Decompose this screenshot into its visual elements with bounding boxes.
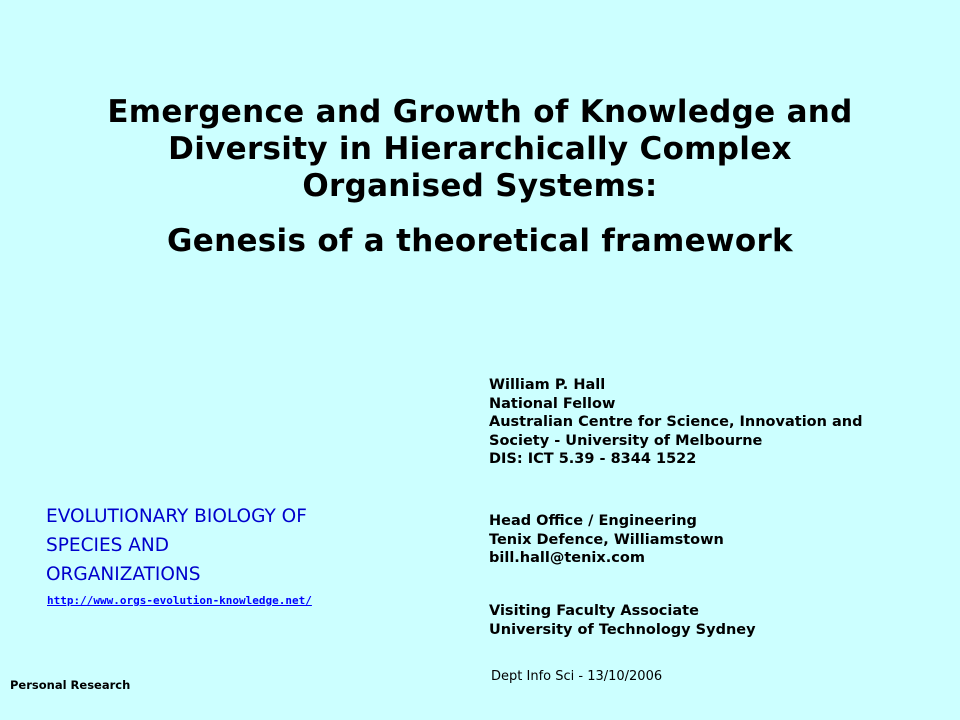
visiting-institution: University of Technology Sydney [489, 621, 756, 638]
author-email: bill.hall@tenix.com [489, 550, 645, 566]
author-affiliation-block [489, 376, 949, 469]
visiting-role: Visiting Faculty Associate [489, 603, 699, 619]
title-line-1: Emergence and Growth of Knowledge and [107, 94, 853, 130]
personal-research-label: Personal Research [10, 678, 131, 692]
visiting-block [489, 602, 949, 639]
employer-block [489, 512, 949, 568]
slide-title [80, 94, 880, 205]
author-org-line-1: Australian Centre for Science, Innovation and [489, 414, 863, 430]
author-org-line-2: Society - University of Melbourne [489, 432, 763, 449]
evolutionary-biology-heading [46, 502, 426, 589]
title-line-2: Diversity in Hierarchically Complex [168, 131, 792, 167]
author-name: William P. Hall [489, 377, 606, 393]
employer-name: Tenix Defence, Williamstown [489, 531, 724, 548]
slide-subtitle: Genesis of a theoretical framework [167, 223, 793, 259]
website-link[interactable]: http://www.orgs-evolution-knowledge.net/ [47, 594, 312, 607]
presentation-date: Dept Info Sci - 13/10/2006 [491, 669, 663, 684]
author-position: National Fellow [489, 395, 616, 412]
title-line-3: Organised Systems: [302, 168, 658, 204]
evo-heading-line-1: EVOLUTIONARY BIOLOGY OF [46, 506, 307, 527]
author-contact: DIS: ICT 5.39 - 8344 1522 [489, 451, 697, 467]
employer-division: Head Office / Engineering [489, 513, 697, 529]
evo-heading-line-3: ORGANIZATIONS [46, 564, 201, 585]
evo-heading-line-2: SPECIES AND [46, 535, 170, 556]
